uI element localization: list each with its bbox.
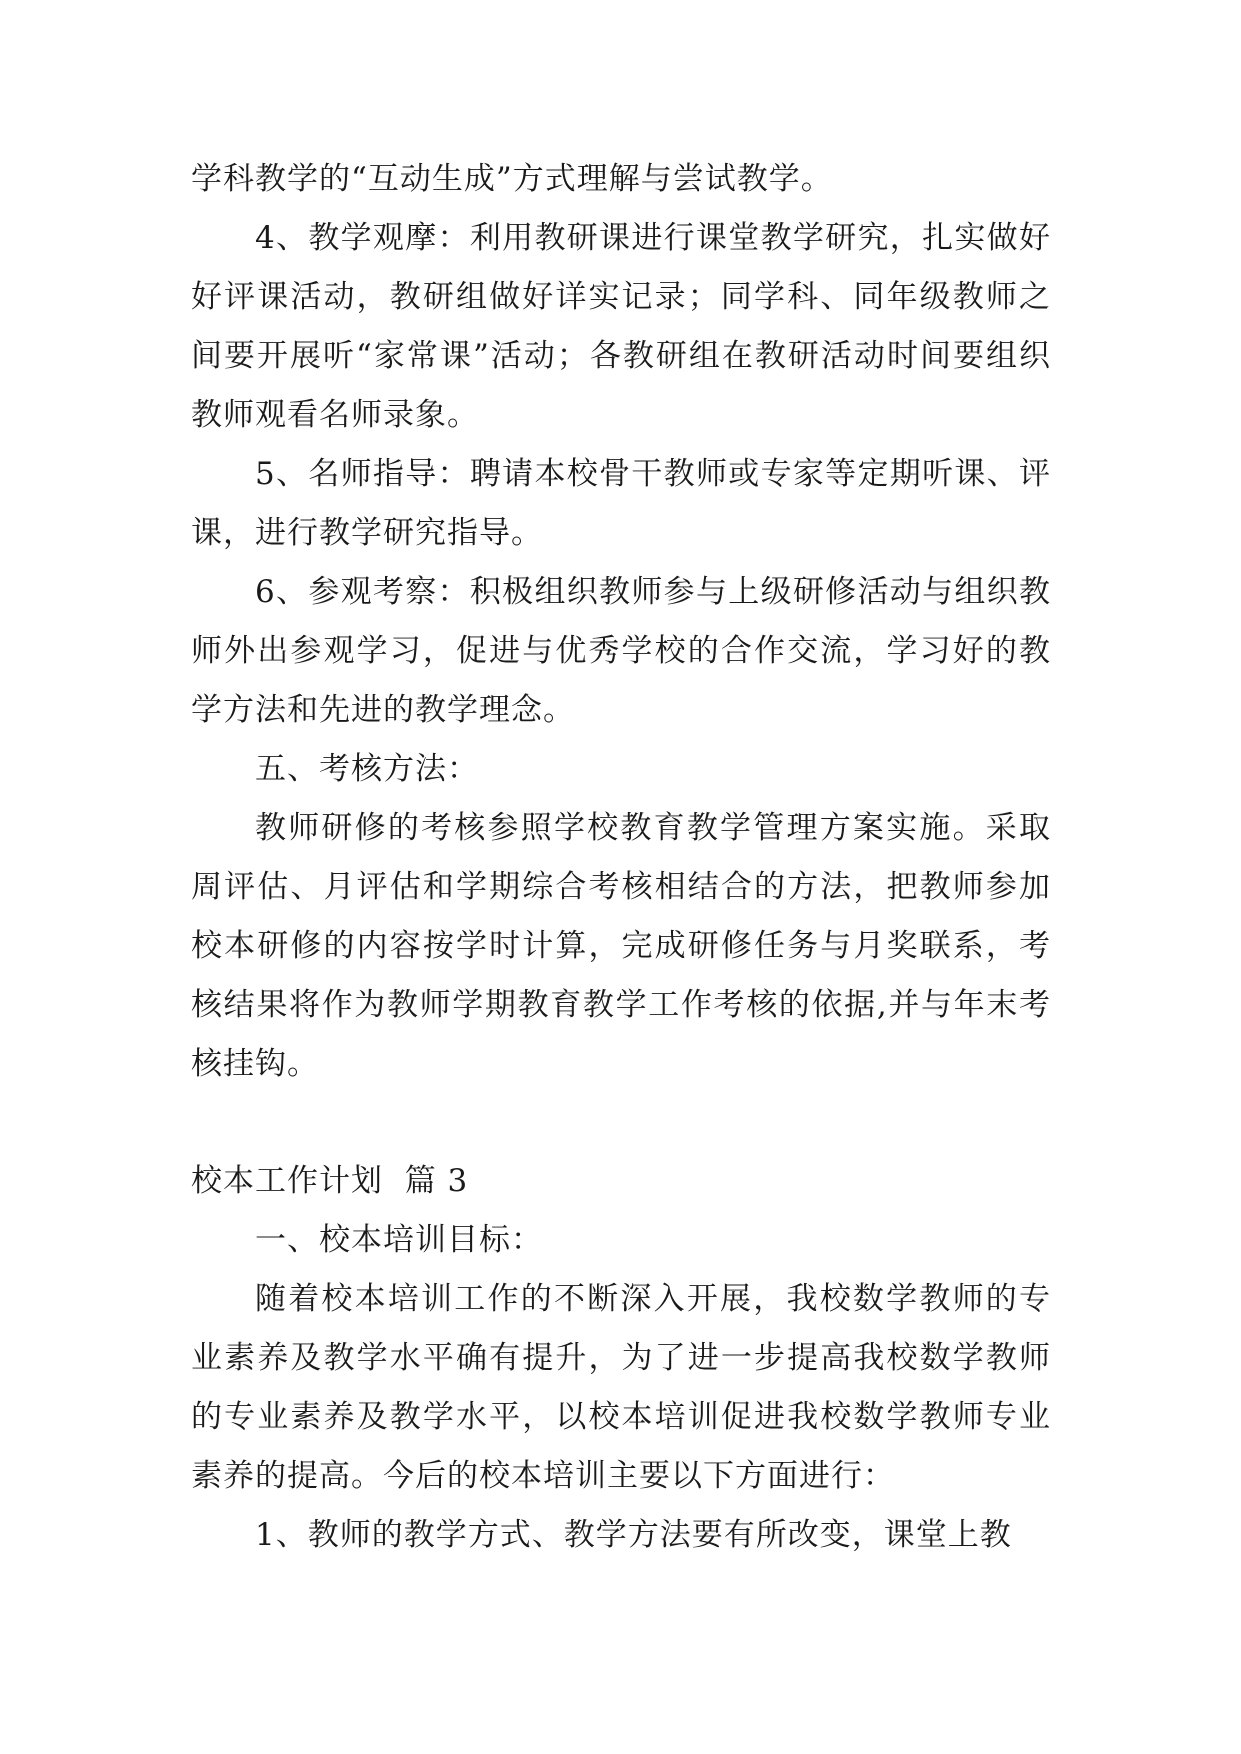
paragraph: 学科教学的“互动生成”方式理解与尝试教学。 (191, 161, 833, 197)
paragraph: 1、教师的教学方式、教学方法要有所改变，课堂上教 (255, 1517, 1012, 1553)
paragraph: 教师研修的考核参照学校教育教学管理方案实施。采取周评估、月评估和学期综合考核相结合的方法，把教师参加校本研修的内容按学时计算，完成研修任务与月奖联系，考核结果将作为教师学期教育教学工作考核的依据,并与年末考核挂钩。 (191, 810, 1051, 1082)
document-page (191, 150, 1051, 1565)
section-subheading: 一、校本培训目标： (255, 1222, 543, 1258)
paragraph: 5、名师指导：聘请本校骨干教师或专家等定期听课、评课，进行教学研究指导。 (191, 456, 1051, 551)
paragraph: 6、参观考察：积极组织教师参与上级研修活动与组织教师外出参观学习，促进与优秀学校的合作交流，学习好的教学方法和先进的教学理念。 (191, 574, 1051, 728)
paragraph: 随着校本培训工作的不断深入开展，我校数学教师的专业素养及教学水平确有提升，为了进一步提高我校数学教师的专业素养及教学水平，以校本培训促进我校数学教师专业素养的提高。今后的校本培训主要以下方面进行： (191, 1281, 1051, 1494)
paragraph: 4、教学观摩：利用教研课进行课堂教学研究，扎实做好好评课活动，教研组做好详实记录；同学科、同年级教师之间要开展听“家常课”活动；各教研组在教研活动时间要组织教师观看名师录象。 (191, 220, 1051, 433)
section-gap (191, 1094, 1051, 1152)
section-heading: 校本工作计划 篇 3 (191, 1163, 469, 1199)
section-subheading: 五、考核方法： (255, 751, 479, 787)
